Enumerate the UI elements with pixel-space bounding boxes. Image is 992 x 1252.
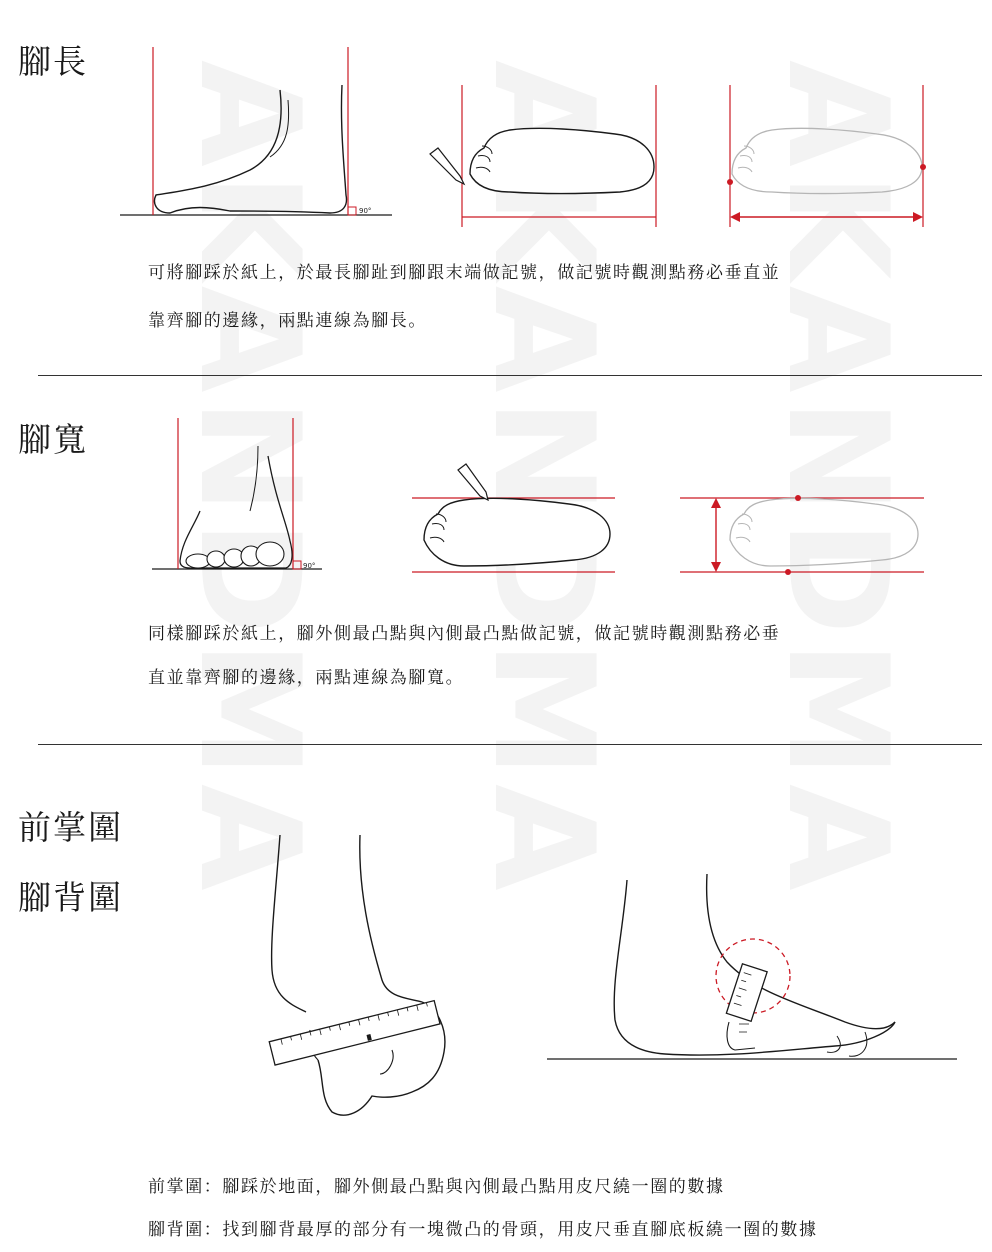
- instep-girth-diagram: [545, 872, 965, 1072]
- foot-length-desc-line-1: 可將腳踩於紙上，於最長腳趾到腳跟末端做記號，做記號時觀測點務必垂直並: [148, 263, 781, 283]
- section-divider-1: [38, 375, 982, 376]
- foot-width-desc-line-2: 直並靠齊腳的邊緣，兩點連線為腳寬。: [148, 668, 465, 688]
- foot-width-heading: 腳寬: [18, 420, 88, 459]
- section-divider-2: [38, 744, 982, 745]
- foot-width-measure-diagram: [678, 482, 928, 582]
- instep-girth-desc: 腳背圍：找到腳背最厚的部分有一塊微凸的骨頭，用皮尺垂直腳底板繞一圈的數據: [148, 1220, 818, 1240]
- foot-width-top-diagram: [410, 462, 620, 582]
- angle-90-label-1: 90°: [359, 207, 372, 215]
- foot-length-measure-diagram: [710, 82, 930, 242]
- instep-girth-heading: 腳背圍: [18, 878, 123, 917]
- foot-length-heading: 腳長: [18, 42, 88, 81]
- ball-girth-heading: 前掌圍: [18, 808, 123, 847]
- foot-length-side-diagram: [120, 45, 400, 220]
- ball-girth-desc: 前掌圍：腳踩於地面，腳外側最凸點與內側最凸點用皮尺繞一圈的數據: [148, 1177, 725, 1197]
- foot-length-desc-line-2: 靠齊腳的邊緣，兩點連線為腳長。: [148, 311, 427, 331]
- foot-width-desc-line-1: 同樣腳踩於紙上，腳外側最凸點與內側最凸點做記號，做記號時觀測點務必垂: [148, 624, 781, 644]
- ball-girth-diagram: [262, 830, 462, 1120]
- foot-width-front-diagram: [150, 416, 330, 576]
- angle-90-label-2: 90°: [303, 562, 316, 570]
- foot-length-top-diagram: [420, 82, 660, 242]
